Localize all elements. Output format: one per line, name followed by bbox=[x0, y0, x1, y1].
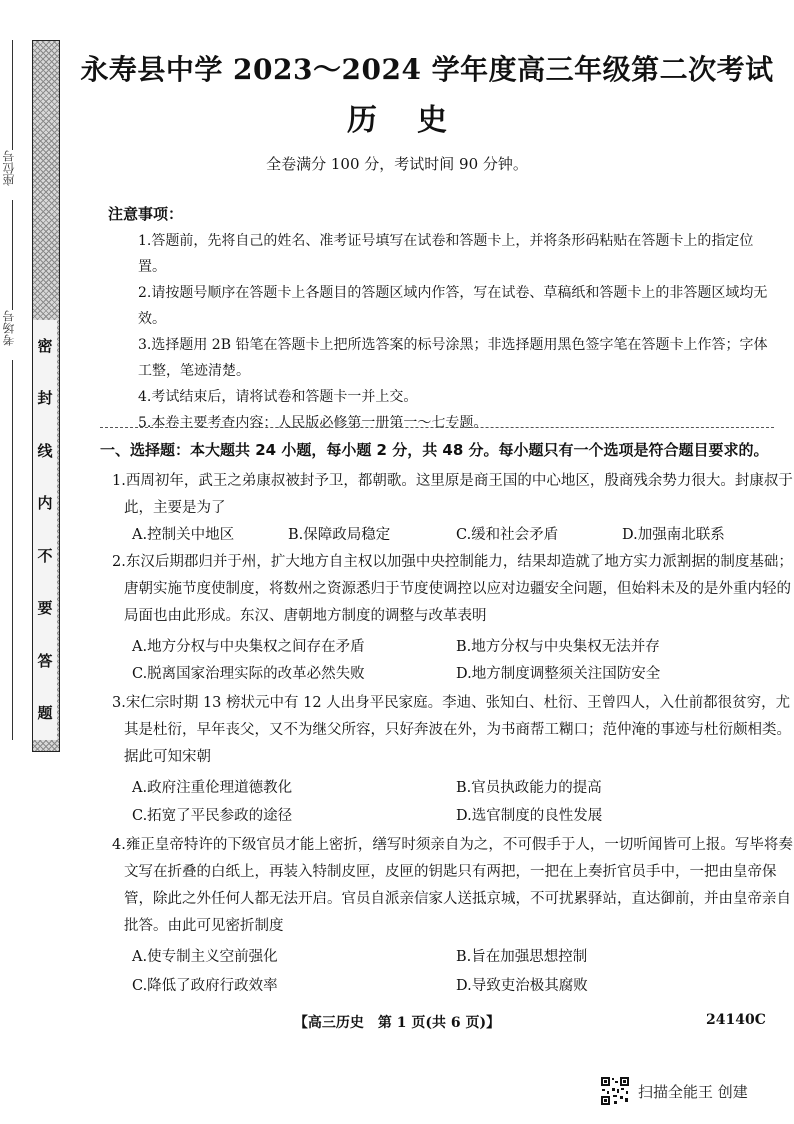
page-footer: 【高三历史 第 1 页(共 6 页)】 bbox=[293, 1015, 501, 1031]
section-divider bbox=[100, 427, 774, 428]
subject-title: 历史 bbox=[347, 103, 487, 138]
notice-item: 3.选择题用 2B 铅笔在答题卡上把所选答案的标号涂黑；非选择题用黑色签字笔在答题卡上作答；字体工整，笔迹清楚。 bbox=[138, 337, 768, 379]
exam-meta: 全卷满分 100 分，考试时间 90 分钟。 bbox=[266, 155, 528, 173]
exam-title: 永寿县中学 2023～2024 学年度高三年级第二次考试 bbox=[80, 53, 774, 86]
notice-heading: 注意事项： bbox=[108, 205, 184, 223]
paper-code: 24140C bbox=[706, 1012, 766, 1028]
binding-notice-char: 答 bbox=[37, 651, 53, 670]
question-4-option-d: D.导致吏治极其腐败 bbox=[456, 978, 588, 994]
notice-item: 5.本卷主要考查内容：人民版必修第一册第一～七专题。 bbox=[138, 415, 488, 431]
notice-item: 1.答题前，先将自己的姓名、准考证号填写在试卷和答题卡上，并将条形码粘贴在答题卡上的指定位置。 bbox=[138, 233, 754, 275]
question-3-option-c: C.拓宽了平民参政的途径 bbox=[132, 808, 293, 824]
room-number-label: 考场号 bbox=[2, 310, 16, 346]
section-heading: 一、选择题：本大题共 24 小题，每小题 2 分，共 48 分。每小题只有一个选项是符合题目要求的。 bbox=[100, 441, 769, 459]
question-1-option-d: D.加强南北联系 bbox=[622, 527, 725, 543]
margin-rule bbox=[12, 360, 13, 740]
margin-rule bbox=[12, 200, 13, 310]
qr-code-icon bbox=[600, 1076, 630, 1106]
binding-notice-char: 封 bbox=[37, 389, 53, 408]
question-3-option-d: D.选官制度的良性发展 bbox=[456, 808, 603, 824]
scanner-watermark: 扫描全能王 创建 bbox=[638, 1083, 748, 1101]
question-3-option-a: A.政府注重伦理道德教化 bbox=[132, 780, 293, 796]
seat-number-label: 座位号 bbox=[2, 150, 16, 186]
notice-item: 4.考试结束后，请将试卷和答题卡一并上交。 bbox=[138, 389, 418, 405]
notice-item: 2.请按题号顺序在答题卡上各题目的答题区域内作答，写在试卷、草稿纸和答题卡上的非答题区域均无效。 bbox=[138, 285, 768, 327]
binding-notice-char: 线 bbox=[37, 441, 53, 460]
question-1-option-c: C.缓和社会矛盾 bbox=[456, 527, 559, 543]
question-2-option-a: A.地方分权与中央集权之间存在矛盾 bbox=[132, 639, 365, 655]
question-1-option-a: A.控制关中地区 bbox=[132, 527, 235, 543]
question-4-option-b: B.旨在加强思想控制 bbox=[456, 949, 588, 965]
question-stem-4: 4.雍正皇帝特许的下级官员才能上密折，缮写时须亲自为之，不可假手于人，一切听闻皆可上报。写毕将奏文写在折叠的白纸上，再装入特制皮匣，皮匣的钥匙只有两把，一把在上奏折官员手中，一把由皇帝保管，除此之外任何人都无法开启。官员自派亲信家人送抵京城，不可扰累驿站，直达御前，并由皇帝亲自批答。由此可见密折制度 bbox=[112, 837, 793, 934]
question-stem-2: 2.东汉后期郡归并于州，扩大地方自主权以加强中央控制能力，结果却造就了地方实力派割据的制度基础；唐朝实施节度使制度，将数州之资源悉归于节度使调控以应对边疆安全问题，但始料未及的是外重内轻的局面也由此形成。东汉、唐朝地方制度的调整与改革表明 bbox=[112, 554, 793, 624]
binding-notice-char: 内 bbox=[37, 494, 53, 513]
binding-notice bbox=[33, 320, 57, 740]
question-1-option-b: B.保障政局稳定 bbox=[288, 527, 391, 543]
question-3-option-b: B.官员执政能力的提高 bbox=[456, 780, 602, 796]
question-4-option-a: A.使专制主义空前强化 bbox=[132, 949, 278, 965]
binding-notice-char: 不 bbox=[37, 546, 53, 565]
question-stem-1: 1.西周初年，武王之弟康叔被封予卫，都朝歌。这里原是商王国的中心地区，殷商残余势力很大。封康叔于此，主要是为了 bbox=[112, 473, 793, 516]
question-2-option-b: B.地方分权与中央集权无法并存 bbox=[456, 639, 660, 655]
binding-notice-char: 密 bbox=[37, 336, 53, 355]
question-2-option-d: D.地方制度调整须关注国防安全 bbox=[456, 666, 661, 682]
question-4-option-c: C.降低了政府行政效率 bbox=[132, 978, 278, 994]
notice-list bbox=[138, 228, 774, 436]
question-stem-3: 3.宋仁宗时期 13 榜状元中有 12 人出身平民家庭。李迪、张知白、杜衍、王曾四人，入仕前都很贫穷，尤其是杜衍，早年丧父，又不为继父所容，只好奔波在外，为书商帮工糊口；范仲淹的事迹与杜衍颇相类。据此可知宋朝 bbox=[112, 695, 791, 765]
binding-notice-char: 题 bbox=[37, 704, 53, 723]
binding-notice-char: 要 bbox=[37, 599, 53, 618]
question-2-option-c: C.脱离国家治理实际的改革必然失败 bbox=[132, 666, 365, 682]
